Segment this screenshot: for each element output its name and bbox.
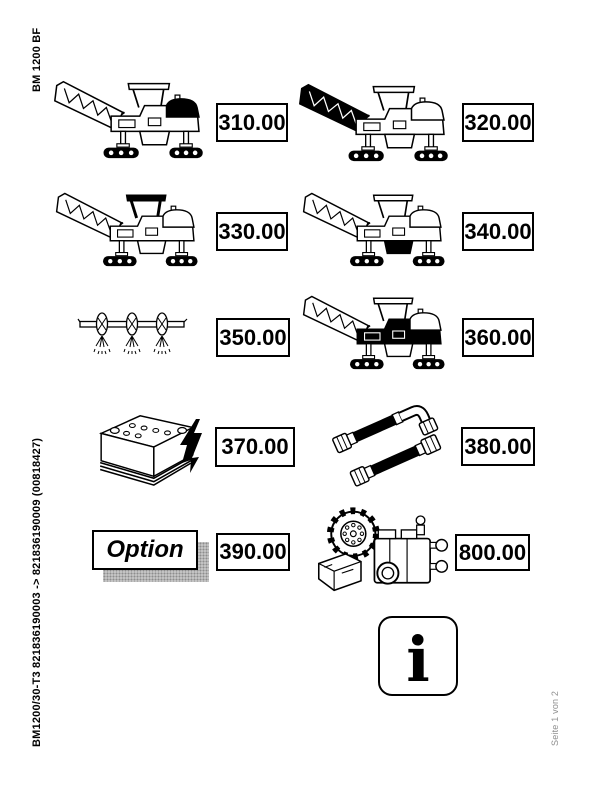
- section-code-box[interactable]: 330.00: [216, 212, 288, 251]
- section-code-box[interactable]: 370.00: [215, 427, 295, 467]
- milling-machine-canopy-icon: [49, 188, 217, 268]
- option-pictogram: [92, 530, 212, 586]
- section-code-box[interactable]: 800.00: [455, 534, 530, 571]
- section-code-box[interactable]: 340.00: [462, 212, 534, 251]
- milling-machine-drum-icon: [297, 188, 463, 268]
- pump-drive-assembly-icon: [312, 504, 458, 600]
- hydraulic-hoses-icon: [331, 399, 465, 491]
- model-header-vertical: BM 1200 BF: [31, 27, 43, 92]
- page-number-vertical: Seite 1 von 2: [550, 690, 560, 746]
- serial-range-vertical: BM1200/30-T3 821836190003 -> 821836190009 (00818427): [31, 437, 43, 747]
- milling-machine-conveyor-icon: [297, 79, 463, 163]
- section-code-box[interactable]: 310.00: [216, 103, 288, 142]
- option-label: Option: [92, 530, 198, 570]
- milling-machine-chassis-icon: [297, 291, 463, 371]
- milling-machine-engine-icon: [52, 76, 218, 160]
- lightning-bolt-icon: [176, 419, 206, 475]
- section-code-box[interactable]: 390.00: [216, 533, 290, 571]
- info-glyph: i: [406, 622, 430, 696]
- spray-bar-icon: [76, 308, 188, 360]
- section-code-box[interactable]: 380.00: [461, 427, 535, 466]
- section-code-box[interactable]: 350.00: [216, 318, 290, 357]
- section-code-box[interactable]: 360.00: [462, 318, 534, 357]
- section-code-box[interactable]: 320.00: [462, 103, 534, 142]
- info-icon[interactable]: [378, 616, 458, 696]
